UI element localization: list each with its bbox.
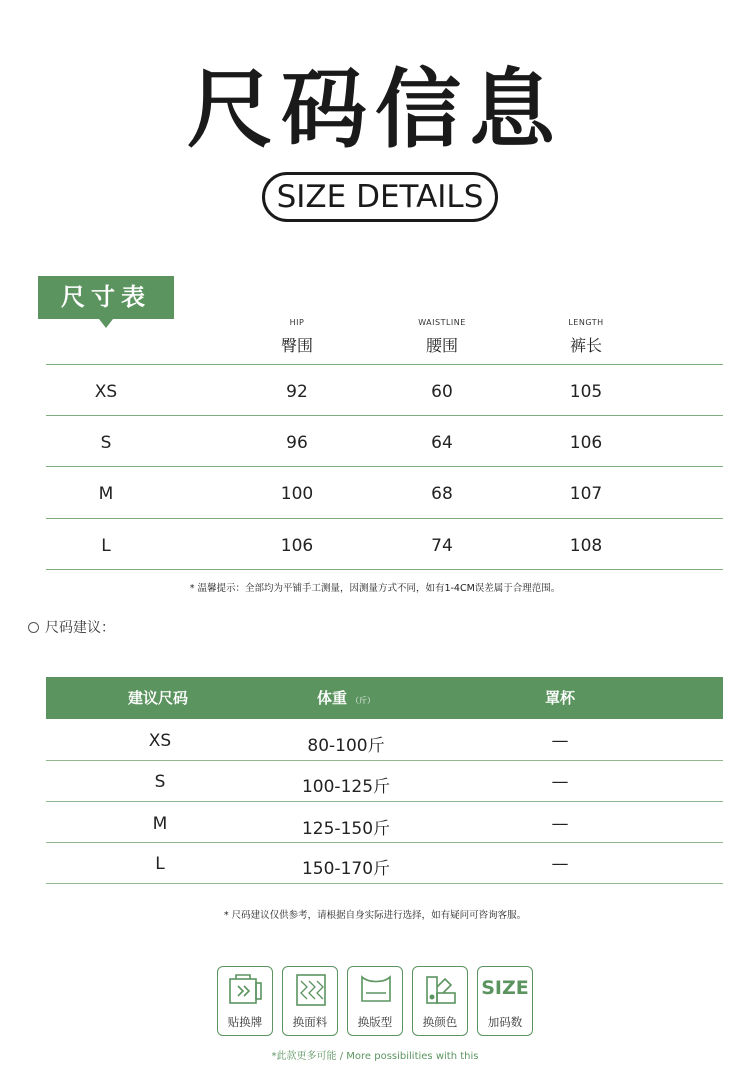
weight-header-label: 体重 <box>316 689 347 707</box>
column-header-cn: 裤长 <box>569 336 602 355</box>
suggestion-weight: 100-125斤 <box>301 777 391 797</box>
service-fabric <box>282 966 338 1036</box>
suggestion-divider <box>46 801 723 802</box>
size-suggestion-text: 尺码建议： <box>45 620 115 636</box>
column-header-waistline <box>382 318 502 356</box>
service-size <box>477 966 533 1036</box>
table-divider <box>46 466 723 467</box>
color-palette-icon <box>423 973 459 1007</box>
service-label: 换面料 <box>292 1015 328 1029</box>
label-icon <box>228 973 264 1007</box>
table-cell: 107 <box>569 484 603 504</box>
service-pattern <box>347 966 403 1036</box>
suggestion-divider <box>46 760 723 761</box>
suggestion-weight: 150-170斤 <box>301 859 391 879</box>
service-relabel <box>217 966 273 1036</box>
table-divider <box>46 415 723 416</box>
tag-pointer <box>99 319 113 328</box>
column-header-cn: 臀围 <box>280 336 313 355</box>
suggestion-divider <box>46 883 723 884</box>
size-suggestion-label <box>28 617 115 637</box>
column-header-hip <box>237 318 357 356</box>
service-label: 换版型 <box>357 1015 393 1029</box>
suggestion-cup: — <box>551 772 569 792</box>
circle-icon <box>28 622 39 633</box>
suggestion-weight: 125-150斤 <box>301 819 391 839</box>
footer-note: *此款更多可能 / More possibilities with this <box>271 1051 479 1062</box>
table-divider <box>46 518 723 519</box>
table-divider <box>46 569 723 570</box>
suggestion-header-weight <box>266 677 426 719</box>
measurement-note: * 温馨提示：全部均为平铺手工测量，因测量方式不同，如有1-4CM误差属于合理范围。 <box>189 583 561 594</box>
table-cell: 68 <box>431 484 453 504</box>
weight-unit: （斤） <box>351 696 375 705</box>
suggestion-cup: — <box>551 814 569 834</box>
table-row-size: XS <box>94 382 118 402</box>
service-label: 换颜色 <box>422 1015 458 1029</box>
table-cell: 106 <box>280 536 314 556</box>
table-cell: 96 <box>286 433 308 453</box>
table-cell: 106 <box>569 433 603 453</box>
column-header-cn: 腰围 <box>425 336 458 355</box>
garment-icon <box>358 973 394 1007</box>
suggestion-header-size: 建议尺码 <box>127 689 188 707</box>
table-cell: 92 <box>286 382 308 402</box>
page-title: 尺码信息 <box>187 60 563 160</box>
fabric-icon <box>293 973 329 1007</box>
table-cell: 60 <box>431 382 453 402</box>
table-cell: 108 <box>569 536 603 556</box>
suggestion-size: M <box>152 814 168 834</box>
suggestion-note: * 尺码建议仅供参考，请根据自身实际进行选择，如有疑问可咨询客服。 <box>223 910 527 921</box>
size-table-tag: 尺寸表 <box>38 276 174 319</box>
suggestion-size: L <box>155 854 165 874</box>
suggestion-cup: — <box>551 854 569 874</box>
table-cell: 74 <box>431 536 453 556</box>
table-row-size: S <box>100 433 112 453</box>
suggestion-weight: 80-100斤 <box>307 736 385 756</box>
table-divider <box>46 364 723 365</box>
column-header-en: WAISTLINE <box>418 318 466 327</box>
table-row-size: L <box>101 536 111 556</box>
column-header-en: LENGTH <box>568 318 604 327</box>
suggestion-header-cup: 罩杯 <box>544 689 575 707</box>
column-header-length <box>526 318 646 356</box>
table-cell: 64 <box>431 433 453 453</box>
service-color <box>412 966 468 1036</box>
service-label: 贴换牌 <box>227 1015 263 1029</box>
table-cell: 105 <box>569 382 603 402</box>
table-cell: 100 <box>280 484 314 504</box>
suggestion-size: S <box>154 772 166 792</box>
size-icon: SIZE <box>481 977 529 999</box>
suggestion-divider <box>46 842 723 843</box>
service-label: 加码数 <box>487 1015 523 1029</box>
suggestion-cup: — <box>551 731 569 751</box>
page-subtitle: SIZE DETAILS <box>262 172 498 222</box>
table-row-size: M <box>98 484 114 504</box>
suggestion-size: XS <box>148 731 172 751</box>
column-header-en: HIP <box>289 318 305 327</box>
